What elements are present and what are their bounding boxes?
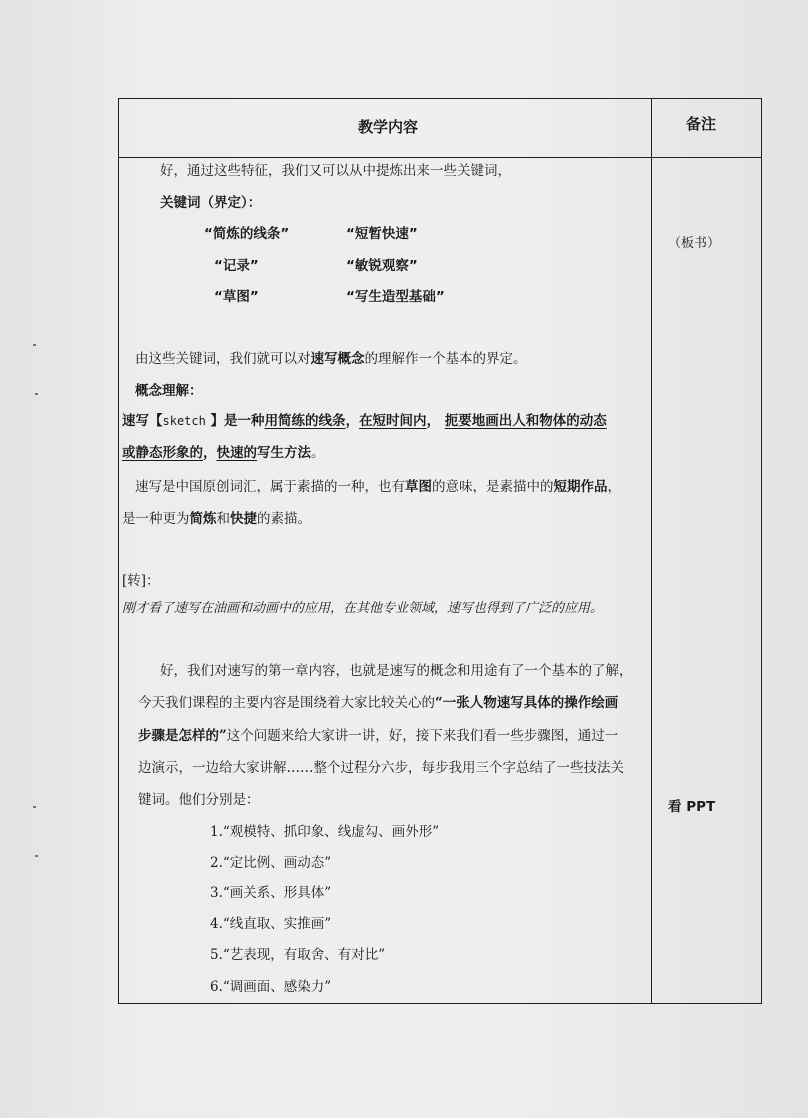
intro-line: 好，通过这些特征，我们又可以从中提炼出来一些关键词，: [160, 163, 511, 179]
definition-line: 由这些关键词，我们就可以对速写概念的理解作一个基本的界定。: [135, 351, 527, 367]
transition-label: [转]：: [122, 573, 160, 589]
paragraph-line1: 好，我们对速写的第一章内容，也就是速写的概念和用途有了一个基本的了解，: [160, 663, 633, 679]
step-item: 4.“线直取、实推画”: [210, 916, 332, 932]
keyword-item: “写生造型基础”: [346, 289, 445, 305]
keyword-item: “草图”: [214, 289, 259, 305]
step-item: 6.“调画面、感染力”: [210, 979, 332, 995]
scan-speck: [35, 393, 38, 395]
scan-speck: [35, 855, 38, 857]
keyword-item: “短暂快速”: [346, 226, 418, 242]
header-divider: [119, 157, 761, 158]
concept-title: 概念理解：: [135, 383, 203, 399]
remark-board: （板书）: [668, 236, 721, 251]
step-item: 5.“艺表现，有取舍、有对比”: [210, 947, 386, 963]
paragraph-line3: 步骤是怎样的”这个问题来给大家讲一讲，好，接下来我们看一些步骤图，通过一: [138, 728, 619, 744]
column-divider: [651, 99, 652, 1003]
step-item: 3.“画关系、形具体”: [210, 885, 332, 901]
sketch-definition-line2: 或静态形象的，快速的写生方法。: [122, 445, 325, 461]
keywords-title: 关键词（界定）：: [160, 195, 262, 211]
keyword-item: “记录”: [214, 258, 259, 274]
origin-line2: 是一种更为简炼和快捷的素描。: [122, 511, 311, 527]
step-item: 1.“观模特、抓印象、线虚勾、画外形”: [210, 824, 440, 840]
scan-speck: [33, 806, 36, 808]
origin-line1: 速写是中国原创词汇，属于素描的一种，也有草图的意味，是素描中的短期作品，: [135, 479, 621, 495]
paragraph-line4: 边演示，一边给大家讲解……整个过程分六步，每步我用三个字总结了一些技法关: [138, 760, 624, 776]
remark-ppt: 看 PPT: [668, 799, 716, 815]
keyword-item: “敏锐观察”: [346, 258, 418, 274]
step-item: 2.“定比例、画动态”: [210, 855, 332, 871]
paragraph-line2: 今天我们课程的主要内容是围绕着大家比较关心的“一张人物速写具体的操作绘画: [138, 695, 619, 711]
paragraph-line5: 键词。他们分别是：: [138, 792, 260, 808]
scan-speck: [33, 344, 36, 346]
remarks-column-header: 备注: [686, 115, 717, 133]
transition-text: 刚才看了速写在油画和动画中的应用，在其他专业领域，速写也得到了广泛的应用。: [122, 601, 604, 616]
sketch-definition-line1: 速写【sketch 】是一种用简练的线条，在短时间内， 扼要地画出人和物体的动态: [122, 413, 607, 429]
content-column-header: 教学内容: [358, 118, 419, 136]
keyword-item: “简炼的线条”: [204, 226, 290, 242]
